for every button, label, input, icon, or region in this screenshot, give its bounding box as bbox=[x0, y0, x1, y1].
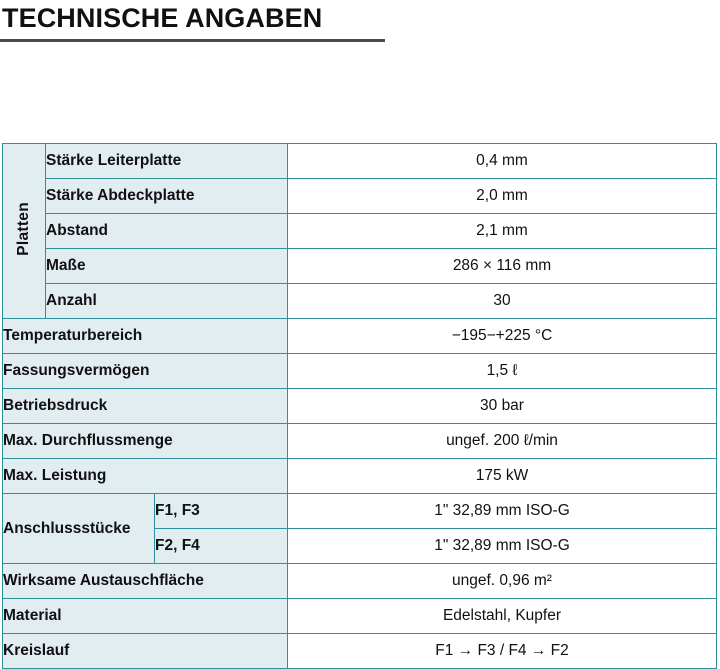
row-value: Edelstahl, Kupfer bbox=[288, 599, 717, 634]
row-label: Stärke Abdeckplatte bbox=[46, 179, 288, 214]
row-group-platten-label: Platten bbox=[15, 201, 32, 256]
row-value: 1" 32,89 mm ISO-G bbox=[288, 494, 717, 529]
table-row bbox=[3, 634, 717, 669]
row-group-anschlussstuecke: Anschlussstücke bbox=[3, 494, 155, 564]
row-value: 286 × 116 mm bbox=[288, 249, 717, 284]
row-value: 1" 32,89 mm ISO-G bbox=[288, 529, 717, 564]
row-value: 175 kW bbox=[288, 459, 717, 494]
row-label: Stärke Leiterplatte bbox=[46, 144, 288, 179]
row-label: Fassungsvermögen bbox=[3, 354, 288, 389]
row-label: Wirksame Austauschfläche bbox=[3, 564, 288, 599]
specifications-table bbox=[2, 143, 717, 669]
row-label: Temperaturbereich bbox=[3, 319, 288, 354]
table-row bbox=[3, 214, 717, 249]
row-value: F1 → F3 / F4 → F2 bbox=[288, 634, 717, 669]
table-row bbox=[3, 599, 717, 634]
row-value: −195−+225 °C bbox=[288, 319, 717, 354]
table-row bbox=[3, 459, 717, 494]
row-group-platten bbox=[3, 144, 46, 319]
row-value: 1,5 ℓ bbox=[288, 354, 717, 389]
table-row bbox=[3, 354, 717, 389]
row-label: Anzahl bbox=[46, 284, 288, 319]
specifications-table-body bbox=[3, 144, 717, 669]
row-sublabel: F2, F4 bbox=[155, 529, 288, 564]
row-label: Abstand bbox=[46, 214, 288, 249]
table-row bbox=[3, 494, 717, 529]
row-label: Max. Leistung bbox=[3, 459, 288, 494]
row-label: Max. Durchflussmenge bbox=[3, 424, 288, 459]
row-value: 2,0 mm bbox=[288, 179, 717, 214]
table-row bbox=[3, 179, 717, 214]
table-row bbox=[3, 144, 717, 179]
row-label: Betriebsdruck bbox=[3, 389, 288, 424]
table-row bbox=[3, 319, 717, 354]
title-block bbox=[0, 0, 720, 42]
row-label: Kreislauf bbox=[3, 634, 288, 669]
row-value: ungef. 200 ℓ/min bbox=[288, 424, 717, 459]
row-value: ungef. 0,96 m² bbox=[288, 564, 717, 599]
table-row bbox=[3, 284, 717, 319]
page-title: TECHNISCHE ANGABEN bbox=[2, 3, 323, 33]
row-value: 30 bbox=[288, 284, 717, 319]
row-sublabel: F1, F3 bbox=[155, 494, 288, 529]
title-underline bbox=[0, 39, 385, 42]
row-label: Maße bbox=[46, 249, 288, 284]
table-row bbox=[3, 424, 717, 459]
table-row bbox=[3, 389, 717, 424]
row-label: Material bbox=[3, 599, 288, 634]
row-value: 0,4 mm bbox=[288, 144, 717, 179]
row-value: 2,1 mm bbox=[288, 214, 717, 249]
row-value: 30 bar bbox=[288, 389, 717, 424]
table-row bbox=[3, 249, 717, 284]
specifications-table-wrapper bbox=[2, 143, 716, 669]
table-row bbox=[3, 564, 717, 599]
